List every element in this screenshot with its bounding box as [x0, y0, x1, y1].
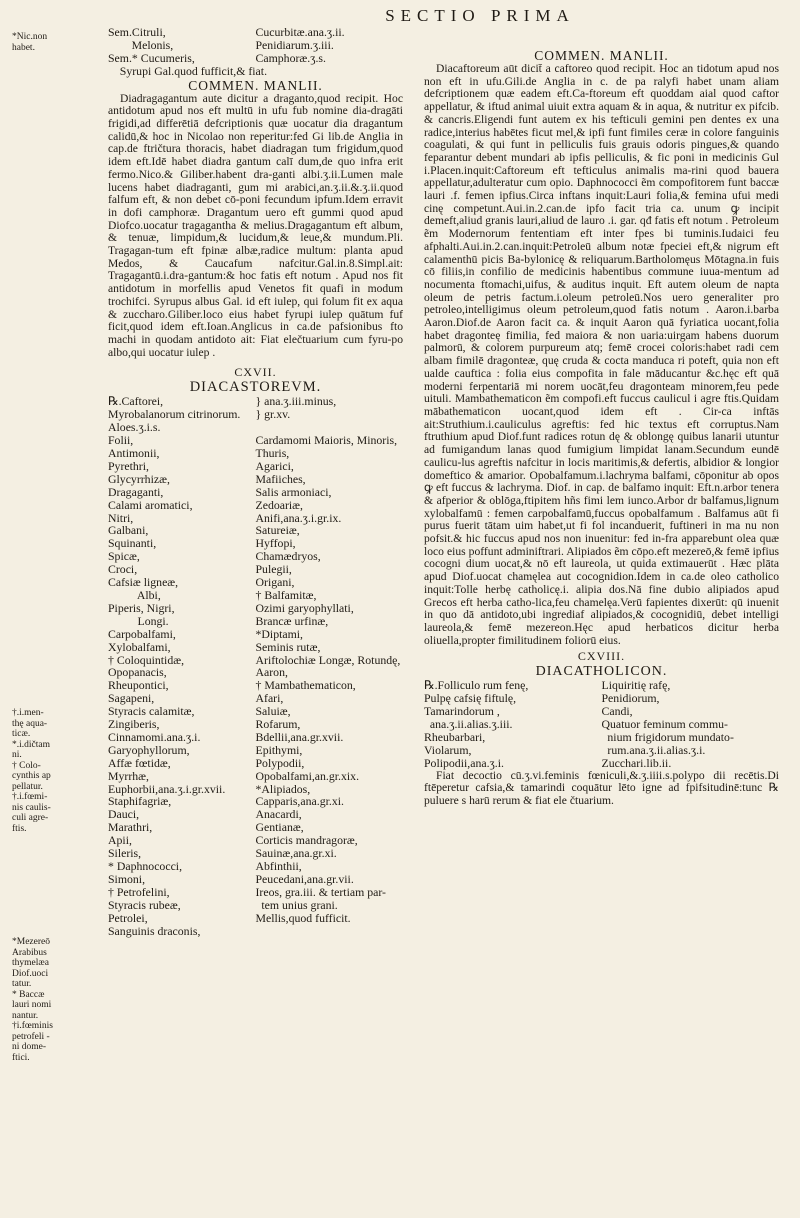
running-head: SECTIO PRIMA	[385, 6, 575, 25]
catholicon-row-right: Zucchari.lib.ii.	[601, 755, 672, 770]
commentary-heading-2: COMMEN. MANLII.	[534, 48, 669, 63]
syrup-row	[108, 26, 403, 39]
catholicon-row	[424, 744, 779, 757]
margin-note-line: thę aqua-	[12, 718, 48, 729]
ingredient-item: Affæ fœtidæ,	[108, 755, 171, 770]
ingredient-item: Seminis rutæ,	[255, 639, 321, 654]
ingredient-item: Anacardi,	[255, 807, 302, 822]
margin-note-line: † Colo-	[12, 760, 41, 771]
catholicon-row-left: ana.ʒ.ii.alias.ʒ.iii.	[424, 717, 513, 732]
ingredient-item: Glycyrrhizæ,	[108, 471, 170, 486]
ingredient-item: Anifi,ana.ʒ.i.gr.ix.	[255, 510, 342, 525]
syrup-recipe-rows	[108, 26, 403, 78]
commentary-diadragantum: Diadragagantum aute dicitur a draganto,quod recipit. Hoc antidotum apud nos eft multū in ufu fub nomine dia-dragāti frigidi,ad differētiā defcriptionis quæ uocatur dia dragantum calidū,& hoc in Nicolao non reperitur:fed Gi lib.de Anglia in cap.de ftričtura thoracis, habet diadragan tum frigidum,quod idem eft.Idē habet diadra gantum calī dum,de quo infra erit fermo.Nico.& Giliber.habent dra-ganti albi.ʒ.ii.Lumen male lucens habet diadraganti, gum mi arabici,an.ʒ.ii.&.ʒ.ii.quod falfum eft, & non debet cō-poni fecundum ipfum.Idem erravit in dofi camphoræ. Dragantum uero eft gummi quod apud Diofco.uocatur tragagantha & melius.Dragagantum eft album, & tenuæ, limpidum,& lucidum,& leue,& mundum.Pli. Tragagan-tum eft fpinæ albæ,radice multum: planta apud Medos, & Caucafum nafcitur.Gal.in.8.Simpl.ait: Tragagantū.i.dra-gantum:& hoc fatis eft notum . Apud nos fit antidotum in morfellis apud Venetos fit quafi in modum trochifci. Syrupus albus Gal. id eft iulep, qui folum fit ex aqua & zuccharo.Giliber.loco eius habet fyrupi iulep quātum fuf ficit,quod idem eft.Ioan.Anglicus in ca.de pafsionibus fto machi in quodam antidoto ait: Fiat elečtuarium cum fyru-po albo,qui uocatur iulep .	[108, 91, 403, 359]
margin-note-line: ftici.	[12, 1052, 30, 1063]
catholicon-row-left: ℞.Folliculo rum fenę,	[424, 678, 529, 693]
ingredient-item: Carpobalfami,	[108, 626, 176, 641]
ingredient-item: Mafiiches,	[255, 471, 306, 486]
syrup-row-left: Sem.* Cucumeris,	[108, 50, 195, 65]
catholicon-row	[424, 757, 779, 770]
ingredient-item: Ariftolochiæ Longæ, Rotundę,	[255, 652, 401, 667]
ingredient-item: *Alipiados,	[255, 781, 311, 796]
ingredient-item: Satureiæ,	[255, 523, 300, 538]
ingredient-item: Cafsiæ ligneæ,	[108, 575, 179, 590]
ingredient-item: Petrolei,	[108, 910, 148, 925]
ingredient-item: Ozimi garyophyllati,	[255, 600, 354, 615]
right-column	[424, 26, 779, 808]
syrup-row	[108, 52, 403, 65]
ingredient-item: Bdellii,ana.gr.xvii.	[255, 729, 344, 744]
margin-note-line: * Baccæ	[12, 989, 45, 1000]
ingredient-item: Aaron,	[255, 665, 288, 680]
syrup-row-right	[256, 65, 404, 78]
ingredient-item: Dragaganti,	[108, 484, 164, 499]
margin-note	[12, 937, 53, 1063]
ingredient-item: Dauci,	[108, 807, 140, 822]
ingredient-item: Croci,	[108, 562, 138, 577]
ingredient-item: † Balfamitæ,	[255, 587, 317, 602]
commentary-diacastoreum: Diacaftoreum aūt dicit̄ a caftoreo quod recipit. Hoc an tidotum apud nos non eft in ufu.Gili.de Anglia in c. de pa ralyfi habet unam aliam defcriptionem quæ eadem eft.Ca-ftoreum eft quoddam aial quod caftor appellatur, & iftud animal uiuit extra aquam & in aqua, & nutritur ex pifcib. & cancris.Eligendi funt autem ex his tefticuli gemini pen dentes ex una radice,interius habētes ficut mel,& ipfi funt fimiles ceræ in colore fanguinis coagulati, & qui funt in pelliculis fuis grauis odoris pingues,& quando feparantur debent mundari ab ipfis pelliculis, & fic poni in medicinis Gul i.Placen.inquit:Caftoreum eft tefticulus animalis ma-rini quod bauera appellatur,adulteratur cum opio. Daphnococci ẽm compofitorem funt baccæ lauri .f. femen ipfius.Circa inftans inquit:Lauri folia,& femina ufui medi cinę competunt.Aui.in.2.can.de ipfo facit tria ca. unum ꝙ incipit demeft,aliud granis lauri,aliud de lauro .i. gar. qđ fatis eft notum . Petroleum ẽm Modernorum fententiam eft inter fpes bi tuminis.Iudaici feu afphalti.Aui.in.2.can.inquit:Petroleū album notæ fpeciei eft,& nigrum eft calamenthū picis Ba-bylonicę & reliquarum.Bartholomęus Mōtagna.in fuis cō filiis,in confilio de medicinis habentibus commune iuua-mentum ad nocumenta ftomachi,uifus, & auditus inquit. Eft autem oleum de napta oleum de petris factum.i.oleum petroleū.Nos uero generaliter pro petroleo,intelligimus oleum petroleum,quod fatis notum . Aaron.i.barba Aaron.Diof.de Aaron facit ca. & inquit Aaron quā fyriatica uocant,folia habet dragonteę fimilia, fed maiora & non uaria:uirgam habens duorum palmorū, & colorem purpureum atq; femē crocei coloris:habet radi cem albam fimilē dragonteæ, quę cruda & cocta manduca ri poteft, quia non eft ualde cauftica : folia eius compofita in fale māducantur &c.hęc eft quā moderni ferpentariā mi norem uocāt,feu dragonteam minorem,feu pede uituli. Mambathematicon ẽm compofi.eft fuccus caulicul i agre ftis.Quidam mābathematicon uocant,quod idem eft . Cir-ca inftās ait:Struthium.i.cauliculus agreftis: fed hic textus eft corruptus.Nam ftruthium apud Diof.funt radices rotun dę & oblongę quibus lanarii utuntur ad fumigandum lanas quod fumigium limpidat lanam.Secundum eundē caulicu-lus agreftis nafcitur in locis maritimis,& defertis, albidior & longior domeftico & amarior. Opobalfamum.i.lachryma balfami, cōponitur ab opos ꝙ eft fuccus & lachryma. Diof. in cap. de balfamo inquit: Eft.n.arbor tenera & afperior & oblōga,ftipitem hñs fimi lem iunco.Arbor dr balfamus,lignum xylobalfamū : femen carpobalfamū,fuccus opobalfamum . Balfamus aūt fi purus fuerit tātam uim habet,ut fi fol incanduerit, fuftineri in ma nu non pofsit.& hic fuccus apud nos non inuenitur: fed in-fra apparebunt olea quæ loco eius poffunt adminiftrari. Alipiados ẽm cōpo.eft mezereō,& femē ipfius cocogni dium uocat,& nō eft laureola, ut quida extimauerūt . Hæc plāta apud Diof.uocat chamęlea aut cocognidion.Idem in ca.de oleo catholico inquit:Tolle herbę catholicę.i. alipia dos.Nā fine dubio alipiados apud Grecos eft herba catho-lica,feu chamelęa.Verū fapientes dixerūt: qū inuenit in quo dā antidoto,ubi ingrediaf alipiados,& cocognidiū, debet intelligi laureola,& femē mezereon.Hęc apud herbaticos dicitur herba oliuella,propter fimilitudinem foliorū eius.	[424, 62, 779, 647]
ingredient-item: Capparis,ana.gr.xi.	[255, 794, 344, 809]
ingredient-item: Ireos, gra.iii. & tertiam par-	[255, 884, 386, 899]
ingredient-item: Afari,	[255, 691, 284, 706]
ingredient-item: Calami aromatici,	[108, 497, 193, 512]
ingredient-item: Zingiberis,	[108, 717, 160, 732]
castoreum-row-left: Myrobalanorum citrinorum.	[108, 407, 241, 422]
ingredient-item: Sagapeni,	[108, 691, 155, 706]
ingredient-item: *Diptami,	[255, 626, 304, 641]
castoreum-row-right: Cardamomi Maioris, Minoris,	[255, 433, 398, 448]
chapter-number-cxviii: CXVIII.	[577, 649, 626, 664]
ingredient-item: Origani,	[255, 575, 295, 590]
ingredient-item: Marathri,	[108, 820, 153, 835]
ingredient-item: Brancæ urfinæ,	[255, 613, 329, 628]
ingredient-item: Peucedani,ana.gr.vii.	[255, 871, 354, 886]
ingredient-item: Zedoariæ,	[255, 497, 303, 512]
margin-note-line: †i.fœminis	[12, 1021, 53, 1031]
ingredient-item: Gentianæ,	[255, 820, 304, 835]
catholicon-row-right: Candi,	[601, 704, 633, 719]
chapter-number-cxvii: CXVII.	[234, 365, 277, 380]
margin-note-line: culi agre-	[12, 813, 49, 823]
margin-note-line: *Nic.non	[12, 32, 48, 42]
syrup-row-left: Syrupi Gal.quod fufficit,& fiat.	[108, 63, 268, 78]
ingredient-item: Albi,	[108, 587, 161, 602]
syrup-row-right: Penidiarum.ʒ.iii.	[255, 37, 334, 52]
castoreum-header-rows	[108, 395, 403, 447]
recipe-title-diacatholicon: DIACATHOLICON.	[535, 664, 668, 680]
margin-note-line: thymelæa	[12, 958, 49, 968]
margin-note-line: nis caulis-	[12, 802, 51, 813]
ingredient-item: Nitri,	[108, 510, 134, 525]
margin-note-line: Diof.uoci	[12, 968, 49, 979]
margin-note-line: Arabibus	[12, 947, 47, 958]
castoreum-ingredients	[108, 447, 403, 937]
ingredient-item: Sanguinis draconis,	[108, 923, 201, 938]
syrup-row-right: Cucurbitæ.ana.ʒ.ii.	[255, 25, 345, 39]
syrup-row	[108, 65, 403, 78]
ingredient-item: Antimonii,	[108, 446, 160, 461]
ingredient-item: Sileris,	[108, 846, 142, 861]
catholicon-row-left: Polipodii,ana.ʒ.i.	[424, 755, 504, 770]
left-column	[108, 26, 403, 937]
catholicon-row-left: Rheubarbari,	[424, 729, 486, 744]
ingredient-item: Hyffopi,	[255, 536, 296, 551]
ingredient-item: Polypodii,	[255, 755, 305, 770]
margin-note-line: tatur.	[12, 979, 32, 989]
ingredients-right-list	[256, 447, 404, 937]
margin-note-line: ftis.	[12, 823, 27, 834]
margin-note	[12, 32, 47, 53]
ingredient-item: Simoni,	[108, 871, 146, 886]
catholicon-row-left: Violarum,	[424, 742, 472, 757]
ingredient-item: Piperis, Nigri,	[108, 600, 175, 615]
commentary-heading-1: COMMEN. MANLII.	[188, 77, 323, 93]
ingredient-item: Spicæ,	[108, 549, 140, 564]
ingredient-item: Longi.	[108, 613, 169, 628]
ingredient-item: † Mambathematicon,	[255, 678, 356, 693]
ingredient-item: Opopanacis,	[108, 665, 167, 680]
catholicon-row-right: nium frigidorum mundato-	[601, 729, 734, 744]
ingredient-item: Apii,	[108, 833, 132, 848]
syrup-row-right: Camphoræ.ʒ.s.	[255, 50, 326, 65]
ingredient-item: Abfinthii,	[255, 859, 302, 874]
ingredient-item: Mellis,quod fufficit.	[255, 910, 351, 925]
syrup-row-left: Melonis,	[108, 37, 174, 52]
catholicon-row-right: Quatuor feminum commu-	[601, 717, 728, 732]
catholicon-row	[424, 731, 779, 744]
margin-note-line: lauri nomi	[12, 1000, 52, 1010]
ingredient-item: Squinanti,	[108, 536, 157, 551]
ingredient-item: Corticis mandragoræ,	[255, 833, 358, 848]
catholicon-row-right: rum.ana.ʒ.ii.alias.ʒ.i.	[601, 742, 706, 757]
castoreum-row-left: ℞.Caftorei,	[108, 394, 164, 409]
catholicon-row-right: Liquiritię rafę,	[601, 678, 671, 693]
ingredient-item: Salis armoniaci,	[255, 484, 332, 499]
ingredient-item: Xylobalfami,	[108, 639, 171, 654]
ingredient-item: Agarici,	[255, 458, 294, 473]
margin-note-line: pellatur.	[12, 781, 43, 792]
ingredient-item: Galbani,	[108, 523, 149, 538]
margin-note-line: †.i.men-	[12, 708, 44, 718]
ingredient-item: Chamædryos,	[255, 549, 321, 564]
ingredients-left-list	[108, 447, 256, 937]
catholicon-row-left: Tamarindorum ,	[424, 704, 500, 719]
catholicon-row-right: Penidiorum,	[601, 691, 660, 706]
ingredient-item: * Daphnococci,	[108, 859, 183, 874]
ingredient-item: Styracis calamitæ,	[108, 704, 195, 719]
margin-note-line: *.i.dičtam	[12, 739, 50, 750]
ingredient-item: Staphifagriæ,	[108, 794, 172, 809]
ingredient-item: Cinnamomi.ana.ʒ.i.	[108, 729, 201, 744]
ingredient-item: Pyrethri,	[108, 458, 149, 473]
castoreum-row-right: } ana.ʒ.iii.minus,	[255, 394, 337, 409]
ingredient-item: Sauinæ,ana.gr.xi.	[255, 846, 337, 861]
margin-note-line: ni.	[12, 750, 22, 760]
margin-note-line: †.i.fœmi-	[12, 792, 48, 802]
margin-note-line: ni dome-	[12, 1042, 47, 1052]
ingredient-item: tem unius grani.	[255, 897, 338, 912]
ingredient-item: Styracis rubeæ,	[108, 897, 181, 912]
ingredient-item: Euphorbii,ana.ʒ.i.gr.xvii.	[108, 781, 226, 796]
margin-note-line: petrofeli -	[12, 1031, 50, 1042]
catholicon-row-left: Pulpę cafsię fiftulę,	[424, 691, 517, 706]
ingredient-item: Rofarum,	[255, 717, 301, 732]
catholicon-ingredients	[424, 679, 779, 769]
ingredient-item: † Petrofelini,	[108, 884, 170, 899]
castoreum-row-left: Aloes.ʒ.i.s.	[108, 420, 161, 435]
catholicon-instructions: Fiat decoctio cū.ʒ.vi.feminis fœniculi,&.ʒ.iiii.s.polypo dii recētis.Di ftēperetur cafsia,& tamarindi coquātur lēto igne ad fpifsitudinē:tunc ℞ puluere s harū rerum & fiat ele čtuarium.	[424, 768, 779, 808]
ingredient-item: Garyophyllorum,	[108, 742, 190, 757]
syrup-row	[108, 39, 403, 52]
ingredient-item: Thuris,	[255, 446, 290, 461]
ingredient-item: Saluiæ,	[255, 704, 291, 719]
recipe-title-diacastoreum: DIACASTOREVM.	[189, 379, 322, 396]
ingredient-item: Myrrhæ,	[108, 768, 149, 783]
margin-note-line: *Mezereō	[12, 937, 50, 947]
ingredient-item: Pulegii,	[255, 562, 292, 577]
castoreum-row-left: Folii,	[108, 433, 134, 448]
ingredient-item: Epithymi,	[255, 742, 303, 757]
ingredient-item: Opobalfami,an.gr.xix.	[255, 768, 360, 783]
margin-note	[12, 708, 51, 834]
castoreum-row-right: } gr.xv.	[255, 407, 291, 422]
margin-note-line: habet.	[12, 42, 35, 53]
syrup-row-left: Sem.Citruli,	[108, 25, 166, 39]
margin-note-line: cynthis ap	[12, 771, 51, 781]
ingredient-item: † Coloquintidæ,	[108, 652, 185, 667]
ingredient-item: Rheupontici,	[108, 678, 169, 693]
margin-note-line: nantur.	[12, 1010, 39, 1021]
margin-note-line: ticæ.	[12, 729, 31, 739]
